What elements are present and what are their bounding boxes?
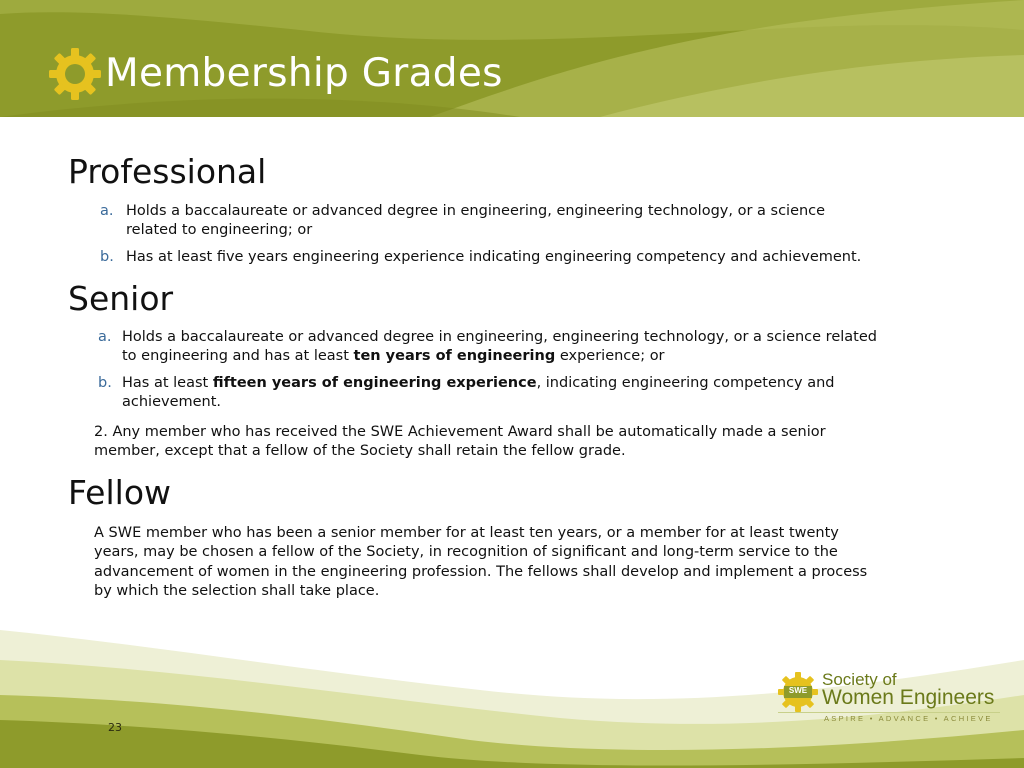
logo-line-2: Women Engineers	[822, 686, 995, 709]
list-item-line: Has at least five years engineering experience indicating engineering competency and achievement.	[126, 249, 862, 265]
text-run: , indicating engineering competency and	[536, 375, 835, 391]
list-item-line	[122, 374, 835, 393]
slide-title: Membership Grades	[105, 51, 503, 96]
list-item	[126, 248, 861, 267]
bold-text: fifteen years of engineering experience	[212, 375, 537, 391]
note-line: 2. Any member who has received the SWE Achievement Award shall be automatically made a senior	[94, 424, 826, 440]
list-item-line: Holds a baccalaureate or advanced degree in engineering, engineering technology, or a science	[126, 203, 826, 219]
list-label: b.	[100, 249, 114, 265]
header-banner	[0, 0, 1024, 117]
text-run: Has at least	[122, 375, 213, 391]
list-item	[126, 202, 825, 240]
logo-divider	[778, 712, 1000, 713]
section-heading-senior: Senior	[68, 279, 174, 318]
list-label: a.	[100, 203, 114, 219]
logo-badge-text: SWE	[788, 686, 808, 695]
page-number: 23	[108, 721, 122, 734]
paragraph-line: A SWE member who has been a senior member for at least ten years, or a member for at least twenty	[94, 525, 839, 541]
list-item	[122, 328, 877, 366]
paragraph-line: by which the selection shall take place.	[94, 582, 380, 599]
paragraph-line: advancement of women in the engineering profession. The fellows shall develop and implement a process	[94, 563, 868, 580]
text-run: experience; or	[555, 348, 665, 364]
logo-tagline: ASPIRE • ADVANCE • ACHIEVE	[824, 714, 993, 723]
senior-note	[94, 423, 826, 462]
bold-text: ten years of engineering	[353, 348, 556, 364]
paragraph-line: years, may be chosen a fellow of the Society, in recognition of significant and long-term service to the	[94, 544, 838, 561]
text-run: to engineering and has at least	[122, 348, 354, 364]
section-heading-fellow: Fellow	[68, 473, 171, 512]
gear-icon	[49, 48, 101, 100]
logo-line-1: Society of	[822, 670, 897, 689]
note-line: member, except that a fellow of the Society shall retain the fellow grade.	[94, 443, 626, 460]
list-label: a.	[98, 329, 112, 345]
list-item-line	[122, 347, 877, 366]
list-item-line: related to engineering; or	[126, 222, 313, 238]
swe-logo	[778, 668, 1000, 728]
list-item	[122, 374, 835, 412]
list-label: b.	[98, 375, 112, 391]
list-item-line: achievement.	[122, 394, 222, 410]
section-heading-professional: Professional	[68, 152, 267, 191]
list-item-line: Holds a baccalaureate or advanced degree in engineering, engineering technology, or a science related	[122, 329, 877, 345]
